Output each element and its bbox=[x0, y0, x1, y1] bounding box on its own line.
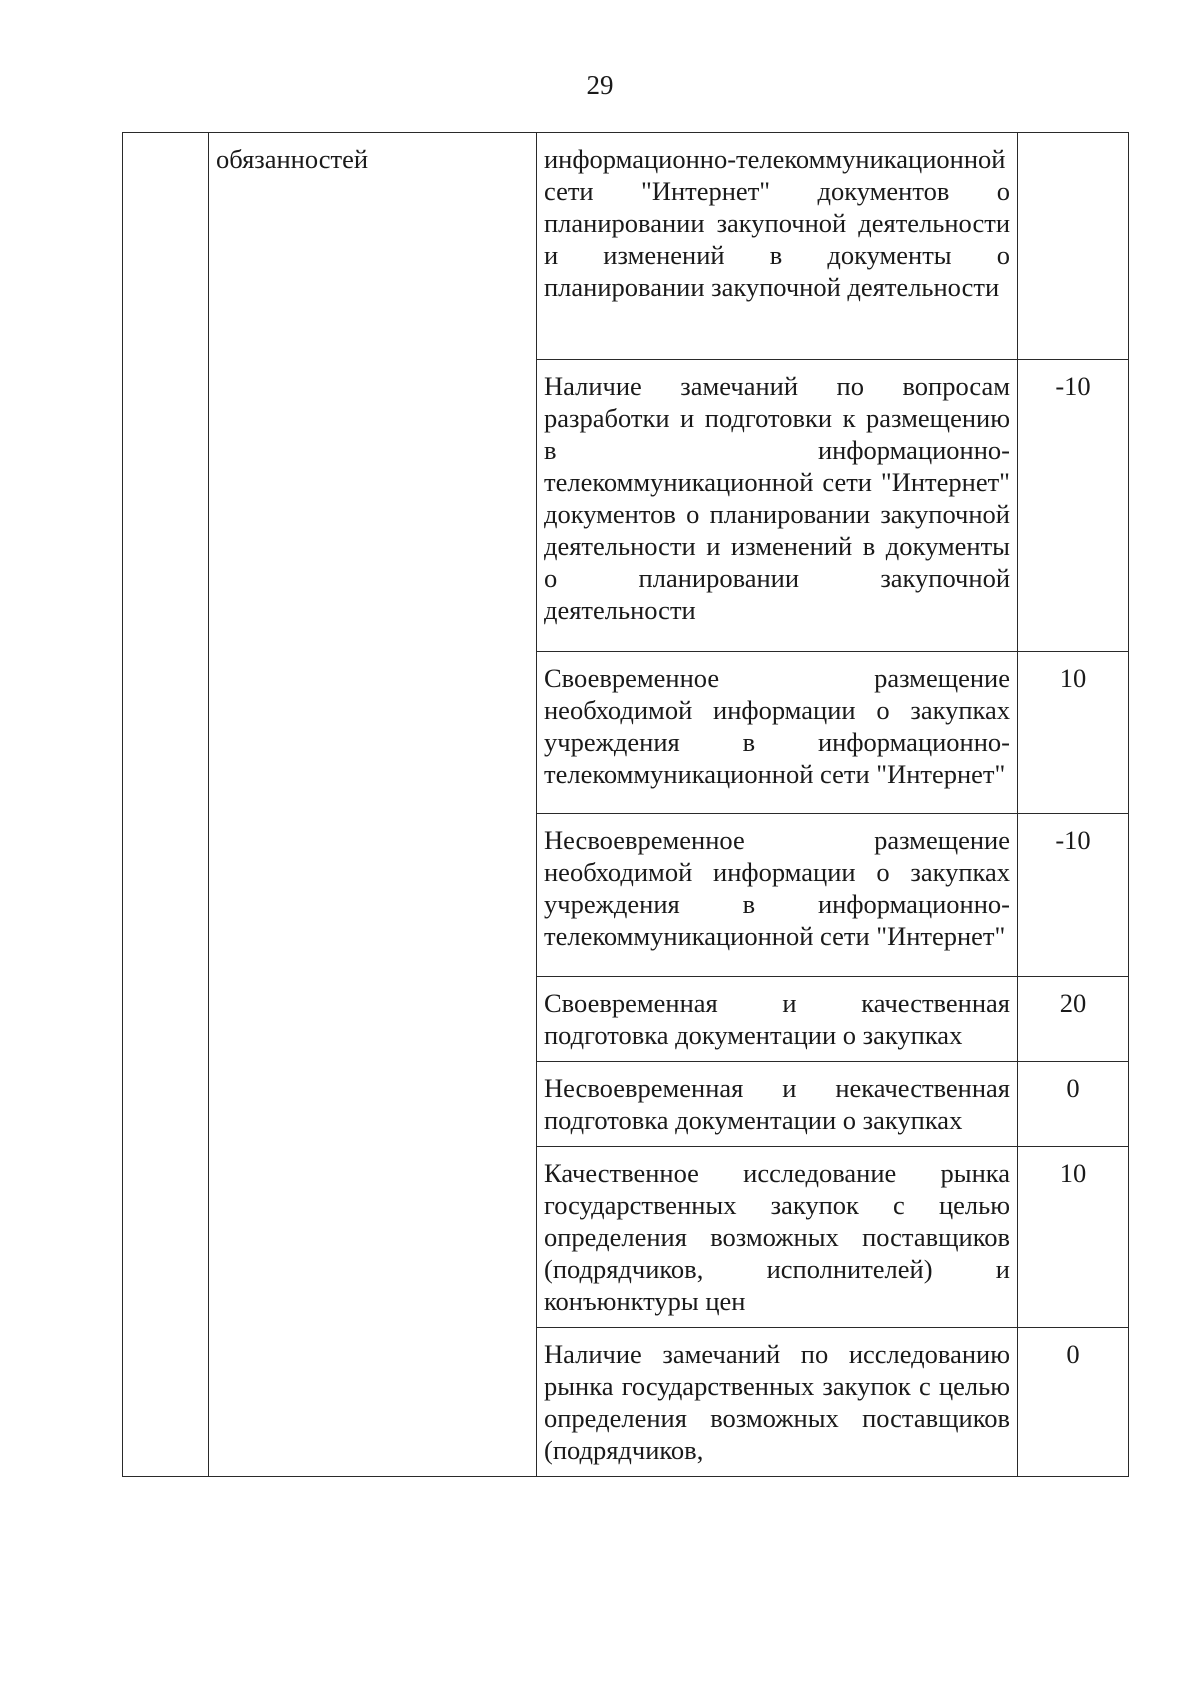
criterion-cell: Несвоевременная и некачественная подготовка документации о закупках bbox=[537, 1062, 1018, 1147]
criterion-cell: информационно-телекоммуникационной сети "Интернет" документов о планировании закупочной деятельности и изменений в документы о планировании закупочной деятельности bbox=[537, 133, 1018, 360]
score-cell: 10 bbox=[1018, 652, 1129, 814]
index-cell bbox=[123, 133, 209, 1477]
criteria-table bbox=[122, 132, 1129, 1477]
criterion-cell: Наличие замечаний по исследованию рынка государственных закупок с целью определения возможных поставщиков (подрядчиков, bbox=[537, 1328, 1018, 1477]
criterion-cell: Несвоевременное размещение необходимой информации о закупках учреждения в информационно-телекоммуникационной сети "Интернет" bbox=[537, 814, 1018, 977]
criterion-cell: Качественное исследование рынка государственных закупок с целью определения возможных поставщиков (подрядчиков, исполнителей) и конъюнктуры цен bbox=[537, 1147, 1018, 1328]
score-cell: 10 bbox=[1018, 1147, 1129, 1328]
score-cell bbox=[1018, 133, 1129, 360]
page-number: 29 bbox=[586, 70, 614, 100]
score-cell: -10 bbox=[1018, 360, 1129, 652]
criterion-cell: Своевременная и качественная подготовка документации о закупках bbox=[537, 977, 1018, 1062]
score-cell: 0 bbox=[1018, 1328, 1129, 1477]
score-cell: 20 bbox=[1018, 977, 1129, 1062]
criterion-cell: Своевременное размещение необходимой информации о закупках учреждения в информационно-телекоммуникационной сети "Интернет" bbox=[537, 652, 1018, 814]
duty-cell: обязанностей bbox=[209, 133, 537, 1477]
score-cell: -10 bbox=[1018, 814, 1129, 977]
criterion-cell: Наличие замечаний по вопросам разработки и подготовки к размещению в информационно-телекоммуникационной сети "Интернет" документов о планировании закупочной деятельности и изменений в документы о планировании закупочной деятельности bbox=[537, 360, 1018, 652]
table-row bbox=[123, 133, 1129, 360]
score-cell: 0 bbox=[1018, 1062, 1129, 1147]
